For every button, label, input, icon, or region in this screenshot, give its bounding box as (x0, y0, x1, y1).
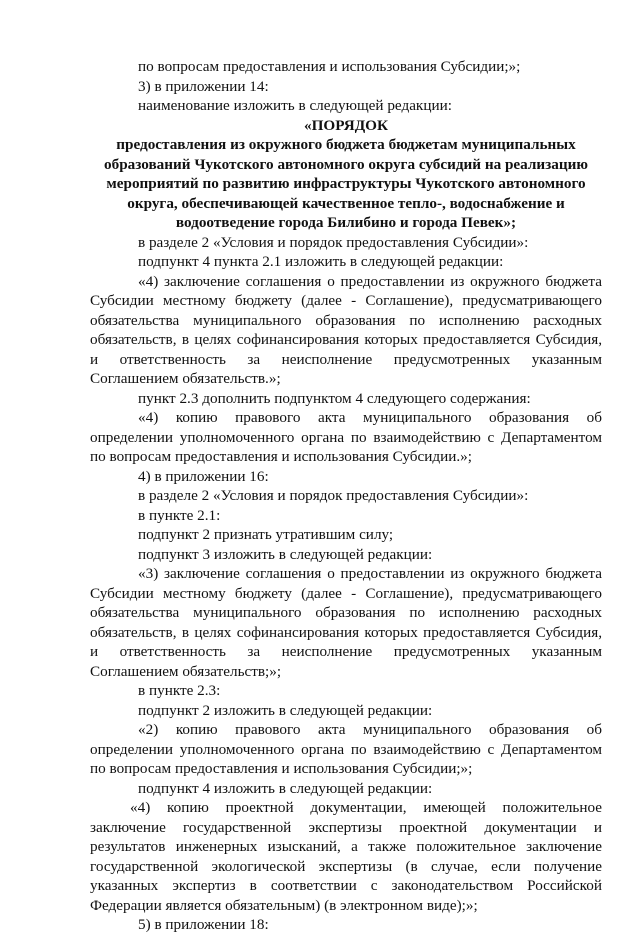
subtitle-line: предоставления из окружного бюджета бюджетам муниципальных (116, 136, 576, 153)
paragraph: в пункте 2.1: (138, 506, 221, 524)
subtitle-line: образований Чукотского автономного округа субсидий на реализацию (104, 155, 588, 173)
paragraph: «4) копию правового акта муниципального образования об определении уполномоченного органа по взаимодействию с Департаментом по вопросам предоставления и использования Субсидии.»; (90, 409, 602, 465)
paragraph: в пункте 2.3: (138, 682, 221, 699)
paragraph: в разделе 2 «Условия и порядок предоставления Субсидии»: (138, 487, 529, 504)
subtitle-line: округа, обеспечивающей качественное тепло-, водоснабжение и (127, 194, 565, 212)
paragraph: подпункт 2 изложить в следующей редакции: (138, 701, 433, 719)
document-title: «ПОРЯДОК (304, 116, 388, 134)
paragraph: подпункт 2 признать утратившим силу; (138, 526, 394, 543)
document-subtitle (90, 135, 602, 233)
paragraph: подпункт 4 изложить в следующей редакции: (138, 779, 433, 797)
paragraph: пункт 2.3 дополнить подпунктом 4 следующего содержания: (138, 389, 531, 407)
paragraph: наименование изложить в следующей редакции: (138, 97, 452, 114)
paragraph: 4) в приложении 16: (138, 467, 269, 485)
paragraph: «4) копию проектной документации, имеющей положительное заключение государственной экспертизы проектной документации и результатов инженерных изысканий, а также положительное заключение государственной экологической экспертизы (в случае, если получение указанных экспертиз в соответствии с законодательством Российской Федерации является обязательным) (в электронном виде);»; (90, 799, 602, 914)
subtitle-line: водоотведение города Билибино и города Певек»; (175, 214, 517, 231)
subtitle-line: мероприятий по развитию инфраструктуры Чукотского автономного (106, 175, 586, 192)
paragraph: «4) заключение соглашения о предоставлении из окружного бюджета Субсидии местному бюджету (далее - Соглашение), предусматривающего обязательства муниципального образования по исполнению расходных обязательств, в целях софинансирования которых предоставляется Субсидия, и ответственность за неисполнение предусмотренных указанным Соглашением обязательств.»; (90, 272, 602, 387)
paragraph: по вопросам предоставления и использования Субсидии;»; (138, 58, 521, 75)
paragraph: 5) в приложении 18: (138, 916, 269, 933)
paragraph: подпункт 4 пункта 2.1 изложить в следующей редакции: (138, 253, 504, 270)
document-body (90, 57, 602, 935)
paragraph: подпункт 3 изложить в следующей редакции: (138, 545, 433, 563)
paragraph: 3) в приложении 14: (138, 77, 269, 95)
paragraph: «3) заключение соглашения о предоставлении из окружного бюджета Субсидии местному бюджету (далее - Соглашение), предусматривающего обязательства муниципального образования по исполнению расходных обязательств, в целях софинансирования которых предоставляется Субсидия, и ответственность за неисполнение предусмотренных указанным Соглашением обязательств;»; (90, 565, 602, 680)
paragraph: «2) копию правового акта муниципального образования об определении уполномоченного органа по взаимодействию с Департаментом по вопросам предоставления и использования Субсидии;»; (90, 721, 602, 777)
paragraph: в разделе 2 «Условия и порядок предоставления Субсидии»: (138, 233, 529, 251)
